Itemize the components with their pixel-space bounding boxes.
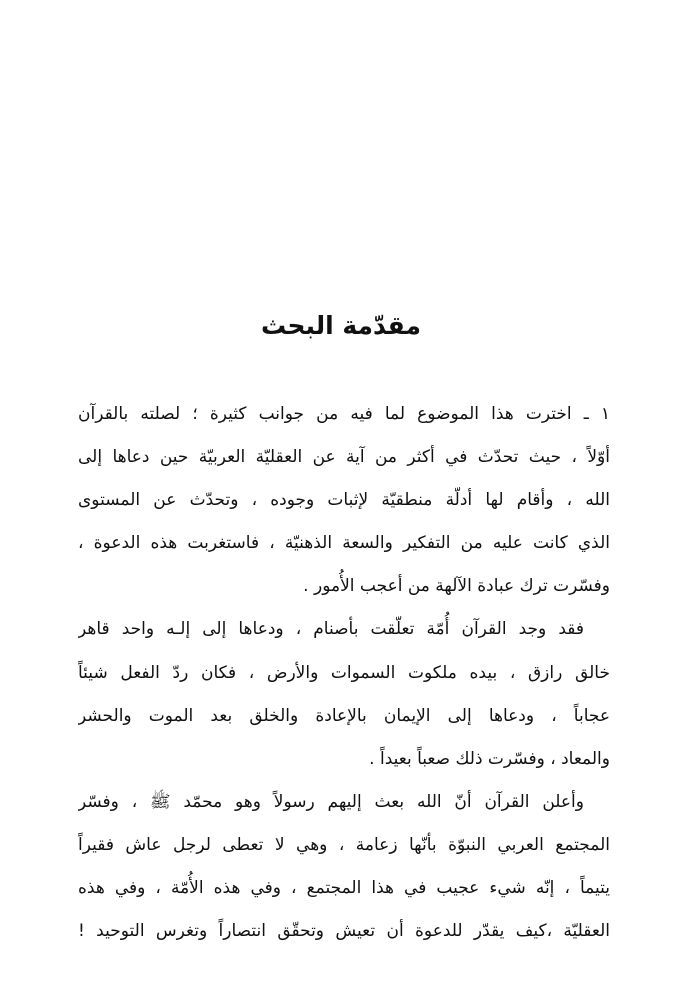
paragraph-line: والمعاد ، وفسّرت ذلك صعباً بعيداً . [369, 748, 610, 769]
paragraph-line: العقليّة ،كيف يقدّر للدعوة أن تعيش وتحقّق انتصاراً وتغرس التوحيد ! [78, 921, 610, 942]
paragraph-line: وفسّرت ترك عبادة الآلهة من أعجب الأُمور . [303, 576, 610, 597]
paragraph-line: خالق رازق ، بيده ملكوت السموات والأرض ، فكان ردّ الفعل شيئاً [78, 662, 610, 683]
paragraph-line: فقد وجد القرآن أُمّة تعلّقت بأصنام ، ودعاها إلى إلـه واحد قاهر [78, 619, 584, 640]
paragraph-line: وأعلن القرآن أنّ الله بعث إليهم رسولاً وهو محمّد ﷺ ، وفسّر [78, 791, 584, 812]
paragraph-line: عجاباً ، ودعاها إلى الإيمان بالإعادة والخلق بعد الموت والحشر [78, 705, 610, 726]
paragraph-line: يتيماً ، إنّه شيء عجيب في هذا المجتمع ، وفي هذه الأُمّة ، وفي هذه [78, 878, 610, 899]
paragraph-line: ١ ـ اخترت هذا الموضوع لما فيه من جوانب كثيرة ؛ لصلته بالقرآن [78, 404, 610, 424]
paragraph-line: الذي كانت عليه من التفكير والسعة الذهنيّة ، فاستغربت هذه الدعوة ، [78, 533, 610, 554]
paragraph-line: أوّلاً ، حيث تحدّث في أكثر من آية عن العقليّة العربيّة حين دعاها إلى [78, 447, 610, 468]
body-text [78, 393, 610, 953]
paragraph-line: المجتمع العربي النبوّة بأنّها زعامة ، وهي لا تعطى لرجل عاش فقيراً [78, 834, 610, 855]
paragraph-line: الله ، وأقام لها أدلّة منطقيّة لإثبات وجوده ، وتحدّث عن المستوى [78, 490, 610, 511]
page-title: مقدّمة البحث [261, 311, 421, 340]
